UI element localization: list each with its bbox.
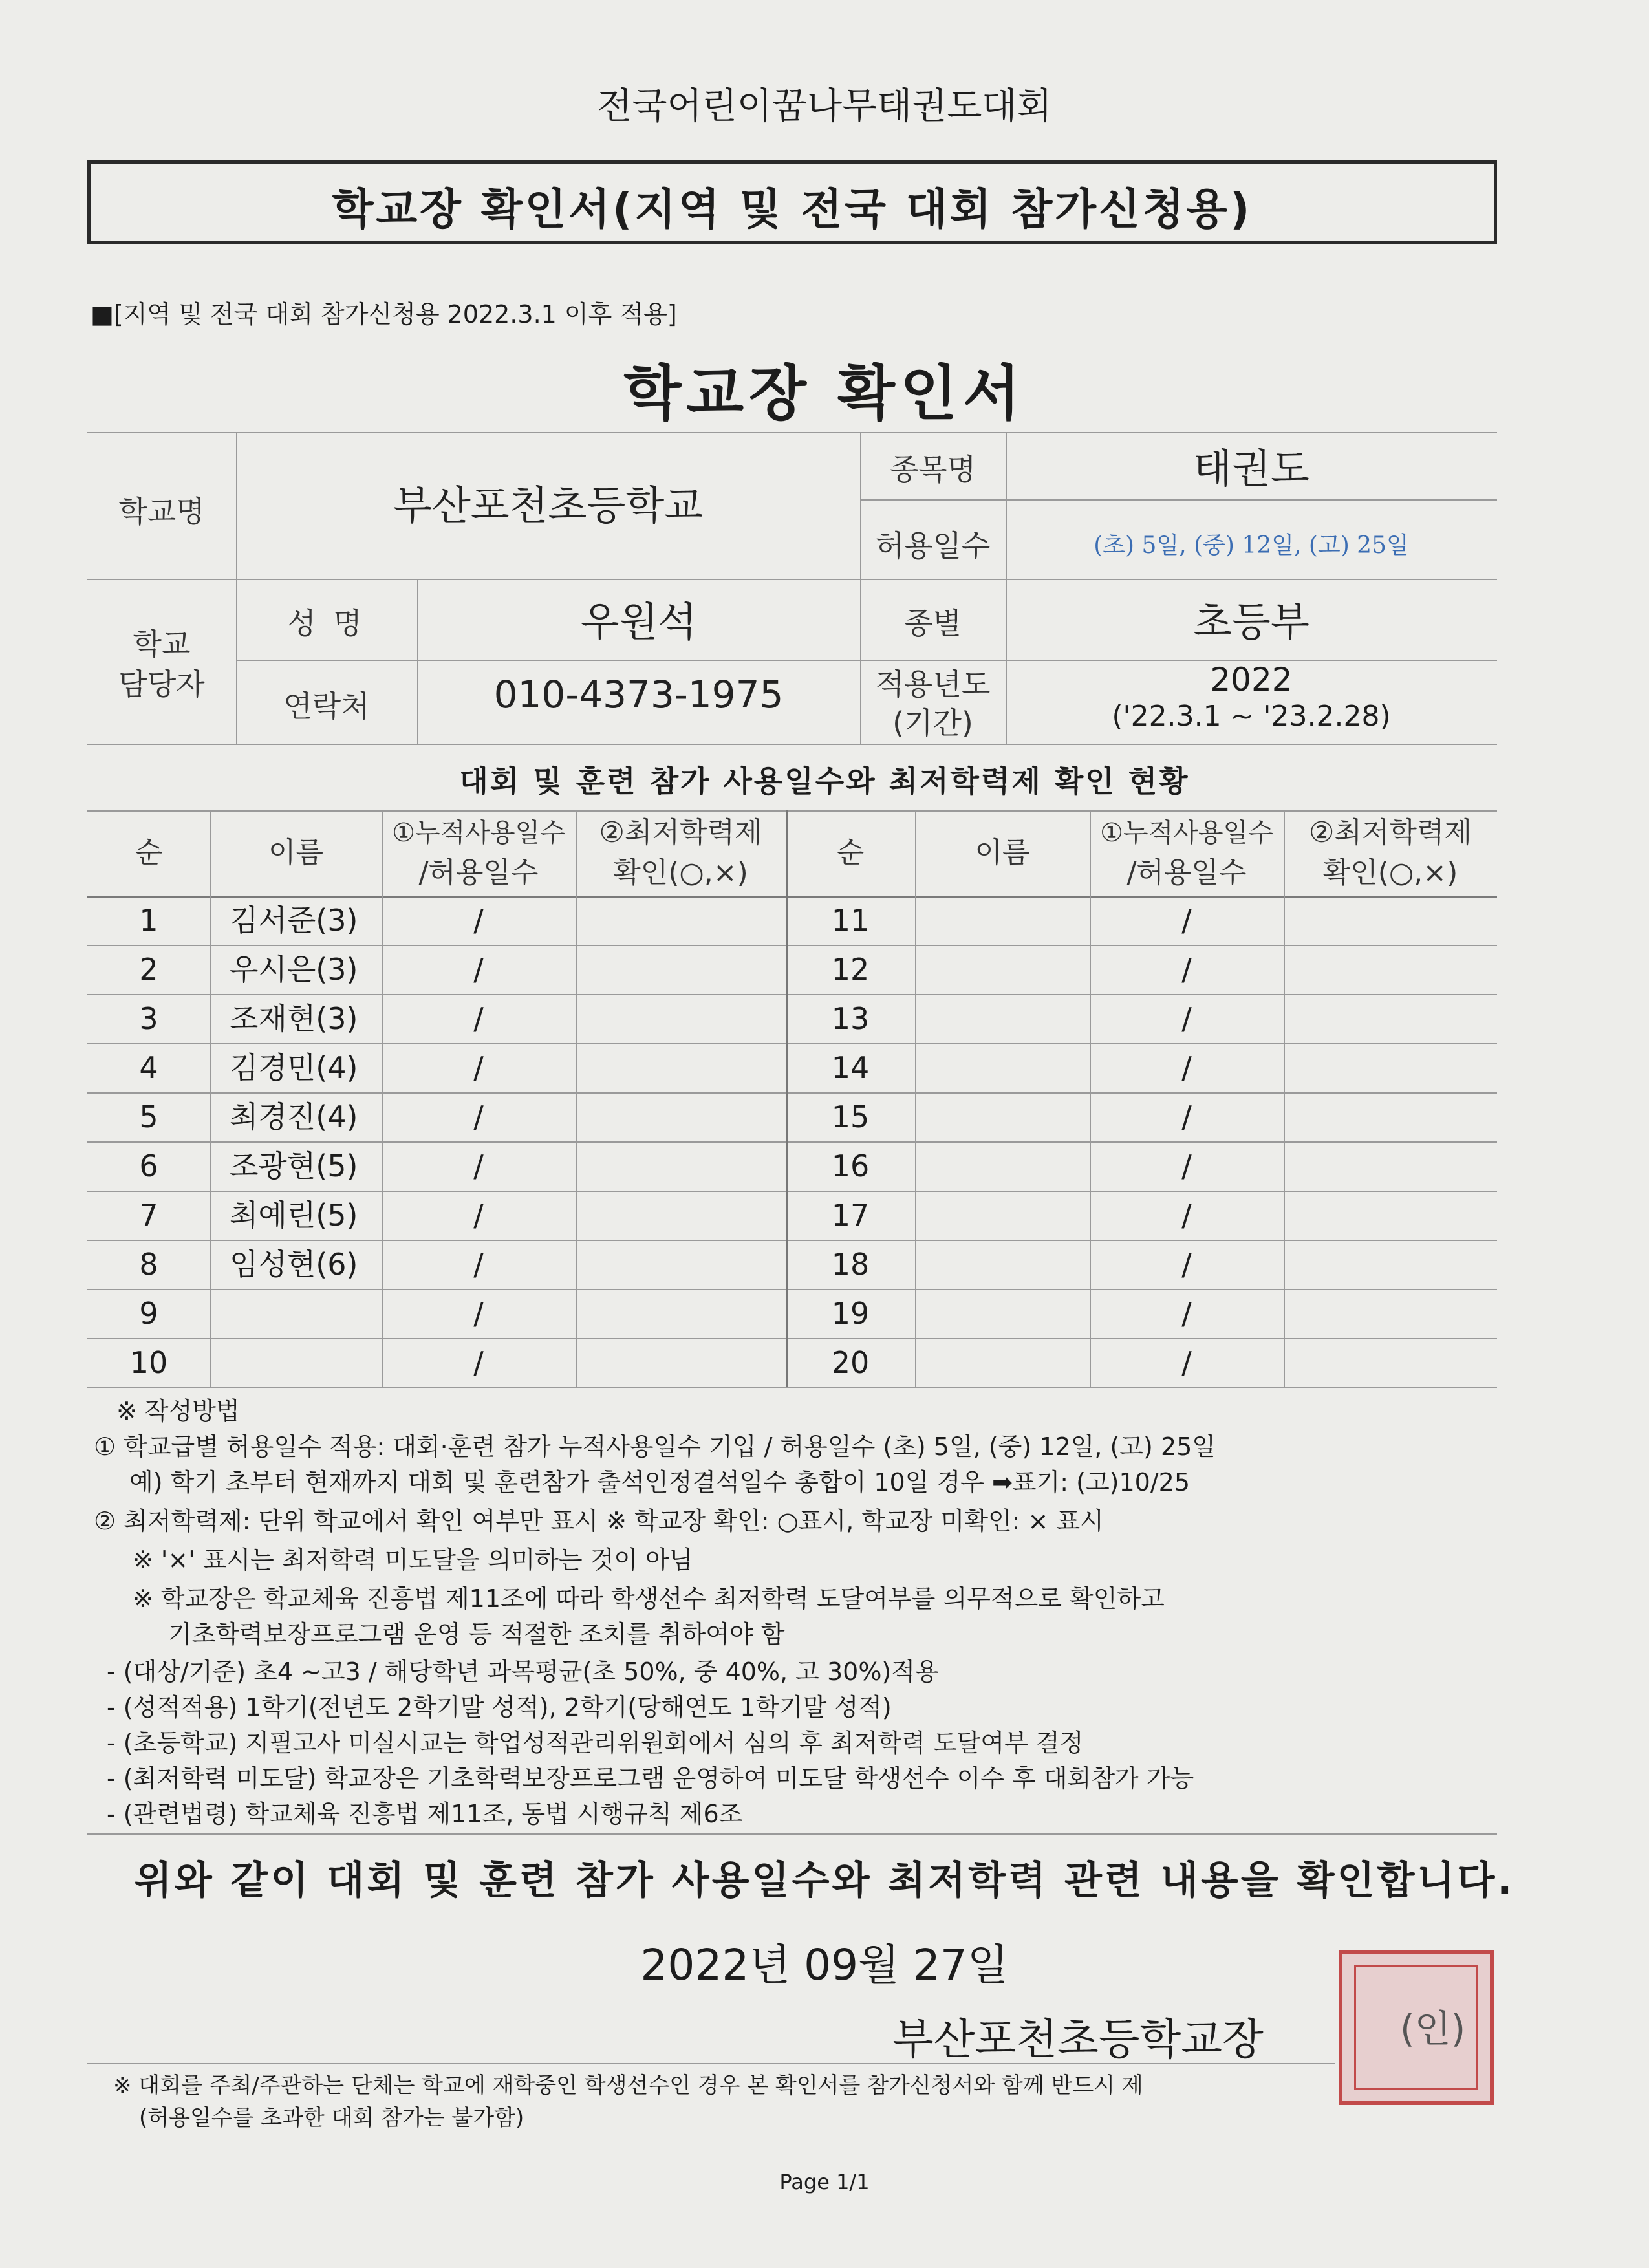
row-name	[934, 1191, 1090, 1240]
year-label-line1: 적용년도	[875, 667, 991, 702]
instruction-line: - (성적적용) 1학기(전년도 2학기말 성적), 2학기(당해연도 1학기말 성적)	[107, 1693, 892, 1722]
row-days: /	[473, 952, 484, 987]
row-no: 5	[139, 1099, 158, 1134]
page-number: Page 1/1	[779, 2170, 870, 2194]
instructions-heading: ※ 작성방법	[116, 1397, 240, 1425]
document-title: 학교장 확인서(지역 및 전국 대회 참가신청용)	[332, 184, 1253, 234]
row-no: 15	[831, 1099, 870, 1134]
allowed-days-value: (초) 5일, (중) 12일, (고) 25일	[1094, 532, 1409, 559]
col-header-days-line2: /허용일수	[418, 856, 539, 889]
row-name	[934, 1092, 1090, 1141]
row-no: 3	[139, 1001, 158, 1036]
school-name-label: 학교명	[118, 494, 205, 529]
col-header-name-right: 이름	[975, 836, 1030, 869]
row-days: /	[1181, 1001, 1192, 1036]
instruction-line: - (최저학력 미도달) 학교장은 기초학력보장프로그램 운영하여 미도달 학생선수 이수 후 대회참가 가능	[107, 1764, 1194, 1793]
row-days: /	[1181, 1247, 1192, 1282]
row-no: 6	[139, 1149, 158, 1183]
row-no: 14	[831, 1050, 870, 1085]
row-no: 12	[831, 952, 870, 987]
row-no: 9	[139, 1296, 158, 1331]
col-header-no-right: 순	[836, 836, 865, 869]
divider	[87, 2063, 1335, 2064]
row-days: /	[473, 1247, 484, 1282]
col-header-name: 이름	[268, 836, 323, 869]
row-name	[934, 994, 1090, 1043]
instruction-line: - (초등학교) 지필고사 미실시교는 학업성적관리위원회에서 심의 후 최저학력 도달여부 결정	[107, 1729, 1084, 1757]
row-no: 19	[831, 1296, 870, 1331]
period-value: ('22.3.1 ~ '23.2.28)	[1112, 700, 1391, 733]
row-no: 4	[139, 1050, 158, 1085]
division-value: 초등부	[1193, 598, 1310, 645]
row-name: 조광현(5)	[230, 1149, 358, 1183]
row-name	[934, 1141, 1090, 1191]
row-name	[934, 945, 1090, 994]
row-days: /	[1181, 1050, 1192, 1085]
instruction-line: ※ '×' 표시는 최저학력 미도달을 의미하는 것이 아님	[133, 1546, 693, 1574]
organization-name: 전국어린이꿈나무태권도대회	[597, 85, 1052, 127]
issue-date: 2022년 09월 27일	[640, 1940, 1009, 1990]
col-header-conf-right-line2: 확인(○,×)	[1322, 856, 1458, 889]
instruction-line: - (관련법령) 학교체육 진흥법 제11조, 동법 시행규칙 제6조	[107, 1800, 743, 1828]
instruction-line: 예) 학기 초부터 현재까지 대회 및 훈련참가 출석인정결석일수 총합이 10일 경우 ➡표기: (고)10/25	[129, 1468, 1191, 1496]
manager-name-value: 우원석	[580, 598, 697, 645]
row-no: 13	[831, 1001, 870, 1036]
row-no: 10	[129, 1345, 168, 1380]
row-no: 18	[831, 1247, 870, 1282]
instruction-line: 기초학력보장프로그램 운영 등 적절한 조치를 취하여야 함	[168, 1620, 785, 1648]
instruction-line: ① 학교급별 허용일수 적용: 대회·훈련 참가 누적사용일수 기입 / 허용일수 (초) 5일, (중) 12일, (고) 25일	[94, 1432, 1216, 1461]
col-header-no: 순	[135, 836, 163, 869]
row-no: 1	[139, 903, 158, 938]
manager-label-line2: 담당자	[118, 667, 205, 702]
instruction-line: ※ 학교장은 학교체육 진흥법 제11조에 따라 학생선수 최저학력 도달여부를 의무적으로 확인하고	[133, 1584, 1165, 1613]
row-name: 김경민(4)	[230, 1050, 358, 1085]
event-value: 태권도	[1193, 445, 1310, 492]
row-name: 최예린(5)	[230, 1198, 358, 1233]
footnote-line: (허용일수를 초과한 대회 참가는 불가함)	[139, 2105, 524, 2131]
col-header-conf-line2: 확인(○,×)	[613, 856, 748, 889]
row-no: 20	[831, 1345, 870, 1380]
row-name	[934, 1338, 1090, 1387]
row-name	[934, 1043, 1090, 1092]
confirmation-statement: 위와 같이 대회 및 훈련 참가 사용일수와 최저학력 관련 내용을 확인합니다.	[134, 1858, 1515, 1903]
row-name	[230, 1289, 382, 1338]
row-days: /	[473, 1296, 484, 1331]
row-days: /	[473, 1198, 484, 1233]
col-header-conf-line1: ②최저학력제	[599, 816, 762, 849]
row-days: /	[473, 1345, 484, 1380]
col-header-conf-right-line1: ②최저학력제	[1309, 816, 1472, 849]
row-name	[934, 896, 1090, 945]
row-no: 16	[831, 1149, 870, 1183]
row-no: 17	[831, 1198, 870, 1233]
year-label-line2: (기간)	[892, 706, 973, 740]
col-header-days-right-line2: /허용일수	[1126, 856, 1247, 889]
row-name	[934, 1240, 1090, 1289]
col-header-days-line1: ①누적사용일수	[392, 818, 565, 848]
row-days: /	[1181, 952, 1192, 987]
application-notice: ■[지역 및 전국 대회 참가신청용 2022.3.1 이후 적용]	[91, 300, 677, 329]
row-days: /	[1181, 1149, 1192, 1183]
school-name-value: 부산포천초등학교	[393, 482, 704, 529]
instruction-line: ② 최저학력제: 단위 학교에서 확인 여부만 표시 ※ 학교장 확인: ○표시, 학교장 미확인: × 표시	[94, 1507, 1104, 1535]
event-label: 종목명	[889, 452, 976, 487]
row-days: /	[473, 1001, 484, 1036]
row-name	[934, 1289, 1090, 1338]
footnote	[113, 2069, 1143, 2134]
row-days: /	[473, 903, 484, 938]
manager-label-line1: 학교	[133, 627, 191, 662]
row-no: 2	[139, 952, 158, 987]
row-name: 최경진(4)	[230, 1099, 358, 1134]
allowed-days-label: 허용일수	[875, 528, 991, 563]
manager-name-label: 성 명	[287, 606, 366, 641]
row-name: 조재현(3)	[230, 1001, 358, 1036]
row-name	[230, 1338, 382, 1387]
row-days: /	[1181, 1296, 1192, 1331]
seal-mark: (인)	[1400, 2007, 1466, 2051]
main-title: 학교장 확인서	[623, 359, 1026, 428]
divider	[87, 1833, 1497, 1835]
row-days: /	[1181, 903, 1192, 938]
division-label: 종별	[904, 606, 962, 641]
row-days: /	[473, 1050, 484, 1085]
row-name: 김서준(3)	[230, 903, 358, 938]
section-title: 대회 및 훈련 참가 사용일수와 최저학력제 확인 현황	[459, 764, 1190, 799]
row-days: /	[1181, 1198, 1192, 1233]
row-days: /	[1181, 1099, 1192, 1134]
instruction-line: - (대상/기준) 초4 ~고3 / 해당학년 과목평균(초 50%, 중 40%, 고 30%)적용	[107, 1658, 939, 1686]
row-days: /	[1181, 1345, 1192, 1380]
row-no: 7	[139, 1198, 158, 1233]
row-name: 임성현(6)	[230, 1247, 358, 1282]
contact-value: 010-4373-1975	[493, 673, 784, 717]
col-header-days-right-line1: ①누적사용일수	[1100, 818, 1273, 848]
row-no: 8	[139, 1247, 158, 1282]
row-name: 우시은(3)	[230, 952, 358, 987]
row-days: /	[473, 1149, 484, 1183]
contact-label: 연락처	[283, 689, 370, 724]
year-value: 2022	[1210, 661, 1293, 698]
principal-signature: 부산포천초등학교장	[892, 2014, 1264, 2064]
row-no: 11	[831, 903, 870, 938]
footnote-line: ※ 대회를 주최/주관하는 단체는 학교에 재학중인 학생선수인 경우 본 확인서를 참가신청서와 함께 반드시 제	[113, 2073, 1143, 2099]
row-days: /	[473, 1099, 484, 1134]
